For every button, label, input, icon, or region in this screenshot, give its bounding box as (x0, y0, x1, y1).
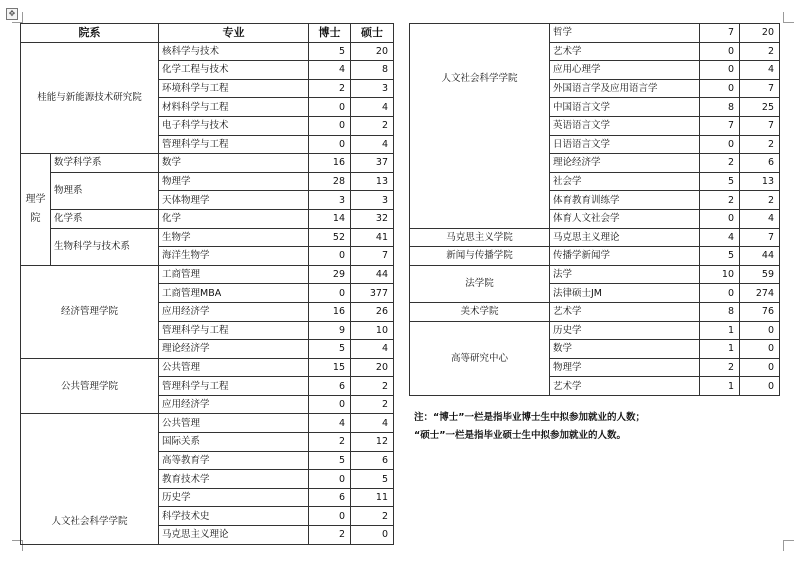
phd-cell: 0 (309, 98, 351, 117)
phd-cell: 0 (700, 79, 740, 98)
master-cell: 3 (351, 79, 394, 98)
master-cell: 4 (351, 340, 394, 359)
major-cell: 核科学与技术 (159, 42, 309, 61)
header-master: 硕士 (351, 24, 394, 43)
phd-cell: 28 (309, 172, 351, 191)
master-cell: 44 (351, 265, 394, 284)
major-cell: 科学技术史 (159, 507, 309, 526)
phd-cell: 9 (309, 321, 351, 340)
phd-cell: 29 (309, 265, 351, 284)
major-cell: 公共管理 (159, 358, 309, 377)
phd-cell: 0 (700, 42, 740, 61)
table-row (21, 154, 394, 173)
major-cell: 高等教育学 (159, 451, 309, 470)
master-cell: 2 (351, 116, 394, 135)
phd-cell: 10 (700, 265, 740, 284)
phd-cell: 7 (700, 24, 740, 43)
phd-cell: 1 (700, 340, 740, 359)
phd-cell: 6 (309, 488, 351, 507)
phd-cell: 3 (309, 191, 351, 210)
master-cell: 7 (740, 228, 780, 247)
phd-cell: 0 (700, 135, 740, 154)
master-cell: 44 (740, 247, 780, 266)
college-cell: 马克思主义学院 (410, 228, 550, 247)
major-cell: 化学工程与技术 (159, 61, 309, 80)
phd-cell: 16 (309, 302, 351, 321)
master-cell: 6 (740, 154, 780, 173)
major-cell: 海洋生物学 (159, 247, 309, 266)
phd-cell: 14 (309, 209, 351, 228)
major-cell: 日语语言文学 (550, 135, 700, 154)
phd-cell: 8 (700, 302, 740, 321)
major-cell: 生物学 (159, 228, 309, 247)
major-cell: 理论经济学 (159, 340, 309, 359)
master-cell: 4 (740, 209, 780, 228)
master-cell: 2 (740, 42, 780, 61)
left-employment-table (20, 23, 394, 545)
major-cell: 管理科学与工程 (159, 135, 309, 154)
master-cell: 13 (740, 172, 780, 191)
major-cell: 法律硕士JM (550, 284, 700, 303)
college-cell: 新闻与传播学院 (410, 247, 550, 266)
phd-cell: 0 (309, 135, 351, 154)
college-cell: 人文社会科学学院 (410, 24, 550, 229)
phd-cell: 16 (309, 154, 351, 173)
phd-cell: 0 (309, 247, 351, 266)
phd-cell: 2 (309, 526, 351, 545)
table-row (21, 172, 394, 191)
master-cell: 26 (351, 302, 394, 321)
major-cell: 应用心理学 (550, 61, 700, 80)
phd-cell: 5 (309, 42, 351, 61)
table-row (410, 24, 780, 43)
master-cell: 0 (740, 377, 780, 396)
master-cell: 2 (351, 395, 394, 414)
master-cell: 0 (740, 340, 780, 359)
phd-cell: 0 (309, 284, 351, 303)
major-cell: 传播学新闻学 (550, 247, 700, 266)
table-row (410, 302, 780, 321)
major-cell: 体育教育训练学 (550, 191, 700, 210)
table-row (21, 414, 394, 433)
table-header-row (21, 24, 394, 43)
major-cell: 哲学 (550, 24, 700, 43)
master-cell: 4 (351, 414, 394, 433)
master-cell: 11 (351, 488, 394, 507)
major-cell: 艺术学 (550, 302, 700, 321)
major-cell: 数学 (159, 154, 309, 173)
phd-cell: 52 (309, 228, 351, 247)
master-cell: 76 (740, 302, 780, 321)
phd-cell: 6 (309, 377, 351, 396)
master-cell: 41 (351, 228, 394, 247)
major-cell: 工商管理 (159, 265, 309, 284)
master-cell: 4 (351, 98, 394, 117)
header-phd: 博士 (309, 24, 351, 43)
major-cell: 天体物理学 (159, 191, 309, 210)
major-cell: 法学 (550, 265, 700, 284)
major-cell: 艺术学 (550, 42, 700, 61)
master-cell: 6 (351, 451, 394, 470)
phd-cell: 4 (309, 414, 351, 433)
major-cell: 物理学 (159, 172, 309, 191)
master-cell: 3 (351, 191, 394, 210)
major-cell: 管理科学与工程 (159, 321, 309, 340)
page-corner-mark (783, 12, 794, 23)
major-cell: 马克思主义理论 (159, 526, 309, 545)
phd-cell: 0 (700, 209, 740, 228)
phd-cell: 5 (700, 247, 740, 266)
major-cell: 历史学 (159, 488, 309, 507)
master-cell: 2 (740, 135, 780, 154)
master-cell: 0 (351, 526, 394, 545)
department-cell: 物理系 (51, 172, 159, 209)
college-cell: 法学院 (410, 265, 550, 302)
master-cell: 32 (351, 209, 394, 228)
major-cell: 历史学 (550, 321, 700, 340)
table-row (410, 265, 780, 284)
major-cell: 物理学 (550, 358, 700, 377)
phd-cell: 1 (700, 321, 740, 340)
table-row (410, 321, 780, 340)
phd-cell: 5 (700, 172, 740, 191)
footnote-phd: 注：“博士”一栏是指毕业博士生中拟参加就业的人数； (414, 412, 645, 423)
phd-cell: 0 (309, 395, 351, 414)
phd-cell: 7 (700, 116, 740, 135)
college-cell: 公共管理学院 (21, 358, 159, 414)
major-cell: 电子科学与技术 (159, 116, 309, 135)
table-row (21, 42, 394, 61)
major-cell: 教育技术学 (159, 470, 309, 489)
phd-cell: 0 (309, 116, 351, 135)
master-cell: 7 (351, 247, 394, 266)
master-cell: 13 (351, 172, 394, 191)
major-cell: 化学 (159, 209, 309, 228)
major-cell: 体育人文社会学 (550, 209, 700, 228)
master-cell: 0 (740, 358, 780, 377)
major-cell: 公共管理 (159, 414, 309, 433)
major-cell: 马克思主义理论 (550, 228, 700, 247)
master-cell: 7 (740, 116, 780, 135)
master-cell: 20 (740, 24, 780, 43)
major-cell: 艺术学 (550, 377, 700, 396)
master-cell: 5 (351, 470, 394, 489)
phd-cell: 2 (309, 79, 351, 98)
phd-cell: 0 (700, 284, 740, 303)
master-cell: 0 (740, 321, 780, 340)
master-cell: 4 (740, 61, 780, 80)
phd-cell: 4 (309, 61, 351, 80)
phd-cell: 4 (700, 228, 740, 247)
master-cell: 377 (351, 284, 394, 303)
footnote-master: “硕士”一栏是指毕业硕士生中拟参加就业的人数。 (414, 430, 626, 441)
college-cell: 人文社会科学学院 (21, 414, 159, 544)
master-cell: 2 (740, 191, 780, 210)
college-cell: 经济管理学院 (21, 265, 159, 358)
department-cell: 生物科学与技术系 (51, 228, 159, 265)
master-cell: 59 (740, 265, 780, 284)
major-cell: 国际关系 (159, 433, 309, 452)
major-cell: 管理科学与工程 (159, 377, 309, 396)
table-move-handle-icon[interactable]: ✥ (6, 8, 18, 20)
master-cell: 20 (351, 42, 394, 61)
major-cell: 英语语言文学 (550, 116, 700, 135)
master-cell: 10 (351, 321, 394, 340)
table-row (410, 247, 780, 266)
major-cell: 数学 (550, 340, 700, 359)
phd-cell: 2 (309, 433, 351, 452)
major-cell: 环境科学与工程 (159, 79, 309, 98)
major-cell: 社会学 (550, 172, 700, 191)
master-cell: 12 (351, 433, 394, 452)
college-cell: 桂能与新能源技术研究院 (21, 42, 159, 154)
major-cell: 外国语言学及应用语言学 (550, 79, 700, 98)
phd-cell: 0 (700, 61, 740, 80)
phd-cell: 2 (700, 358, 740, 377)
college-cell-vertical: 理学院 (21, 154, 51, 266)
phd-cell: 0 (309, 470, 351, 489)
phd-cell: 5 (309, 340, 351, 359)
table-row (21, 265, 394, 284)
major-cell: 中国语言文学 (550, 98, 700, 117)
major-cell: 材料科学与工程 (159, 98, 309, 117)
master-cell: 4 (351, 135, 394, 154)
right-employment-table (409, 23, 780, 396)
department-cell: 化学系 (51, 209, 159, 228)
master-cell: 25 (740, 98, 780, 117)
major-cell: 工商管理MBA (159, 284, 309, 303)
major-cell: 理论经济学 (550, 154, 700, 173)
table-row (410, 228, 780, 247)
page-corner-mark (783, 540, 794, 551)
left-table-body (21, 42, 394, 544)
table-row (21, 209, 394, 228)
major-cell: 应用经济学 (159, 302, 309, 321)
master-cell: 20 (351, 358, 394, 377)
major-cell: 应用经济学 (159, 395, 309, 414)
department-cell: 数学科学系 (51, 154, 159, 173)
college-cell: 美术学院 (410, 302, 550, 321)
master-cell: 2 (351, 377, 394, 396)
master-cell: 274 (740, 284, 780, 303)
header-college: 院系 (21, 24, 159, 43)
master-cell: 2 (351, 507, 394, 526)
phd-cell: 0 (309, 507, 351, 526)
header-major: 专业 (159, 24, 309, 43)
table-row (21, 228, 394, 247)
phd-cell: 15 (309, 358, 351, 377)
phd-cell: 2 (700, 154, 740, 173)
master-cell: 37 (351, 154, 394, 173)
master-cell: 8 (351, 61, 394, 80)
master-cell: 7 (740, 79, 780, 98)
college-cell: 高等研究中心 (410, 321, 550, 395)
phd-cell: 1 (700, 377, 740, 396)
phd-cell: 8 (700, 98, 740, 117)
phd-cell: 5 (309, 451, 351, 470)
table-row (21, 358, 394, 377)
right-table-body (410, 24, 780, 396)
phd-cell: 2 (700, 191, 740, 210)
